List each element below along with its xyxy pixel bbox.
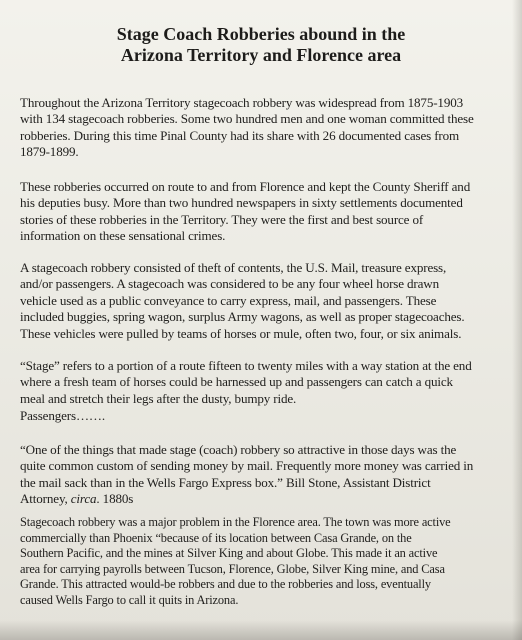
text-line: Passengers……. [20,408,105,423]
paragraph-florence-route [20,179,508,245]
text-line [20,491,508,507]
text-line: These robberies occurred on route to and from Florence and kept the County Sheriff and [20,179,471,194]
text-line: included buggies, spring wagon, surplus Army wagons, as well as proper stagecoaches. [20,309,465,325]
paragraph-robbery-definition [20,260,508,342]
text-line: Throughout the Arizona Territory stagecoach robbery was widespread from 1875-1903 [20,95,464,110]
placard-bottom-shadow [0,620,522,640]
text-line: robberies. During this time Pinal County had its share with 26 documented cases from [20,127,460,143]
text-line: meal and stretch their legs after the dusty, bumpy ride. [20,390,297,406]
title-line-1: Stage Coach Robberies abound in the [116,24,406,44]
text-line: quite common custom of sending money by mail. Frequently more money was carried in [20,458,474,474]
text-line: Grande. This attracted would-be robbers and due to the robberies and loss, eventually [20,577,431,592]
text-line: Stagecoach robbery was a major problem in the Florence area. The town was more active [20,515,451,529]
text-line: “One of the things that made stage (coach) robbery so attractive in those days was the [20,442,457,457]
text-line: A stagecoach robbery consisted of theft of contents, the U.S. Mail, treasure express, [20,260,447,275]
page-title [0,24,522,66]
title-line-2: Arizona Territory and Florence area [120,45,402,65]
text-line: Southern Pacific, and the mines at Silver King and about Globe. This made it an active [20,546,438,561]
text-line: his deputies busy. More than two hundred newspapers in sixty settlements documented [20,195,463,211]
quote-attribution: Attorney, [20,491,71,507]
placard-edge-shadow [512,0,522,640]
paragraph-florence-problem [20,515,508,609]
text-line: 1879-1899. [20,144,79,160]
paragraph-territory-robberies [20,95,508,161]
text-line: with 134 stagecoach robberies. Some two hundred men and one woman committed these [20,111,474,127]
text-line: caused Wells Fargo to call it quits in Arizona. [20,592,239,607]
text-line: information on these sensational crimes. [20,228,226,244]
text-line: commercially than Phoenix “because of its location between Casa Grande, on the [20,530,412,545]
quote-date: . 1880s [96,491,134,507]
text-line: where a fresh team of horses could be harnessed up and passengers can catch a quick [20,374,453,390]
paragraph-stage-definition [20,358,508,407]
paragraph-quote [20,442,508,508]
text-line: These vehicles were pulled by teams of horses or mule, often two, four, or six animals. [20,325,462,341]
text-line: the mail sack than in the Wells Fargo Express box.” Bill Stone, Assistant District [20,474,431,490]
paragraph-passengers [20,408,508,424]
text-line: stories of these robberies in the Territory. They were the first and best source of [20,211,424,227]
text-line: area for carrying payrolls between Tucson, Florence, Globe, Silver King mine, and Casa [20,561,445,576]
text-line: “Stage” refers to a portion of a route fifteen to twenty miles with a way station at the end [20,358,472,373]
quote-circa: circa [70,491,97,507]
text-line: and/or passengers. A stagecoach was considered to be any four wheel horse drawn [20,276,440,292]
text-line: vehicle used as a public conveyance to carry express, mail, and passengers. These [20,292,437,308]
